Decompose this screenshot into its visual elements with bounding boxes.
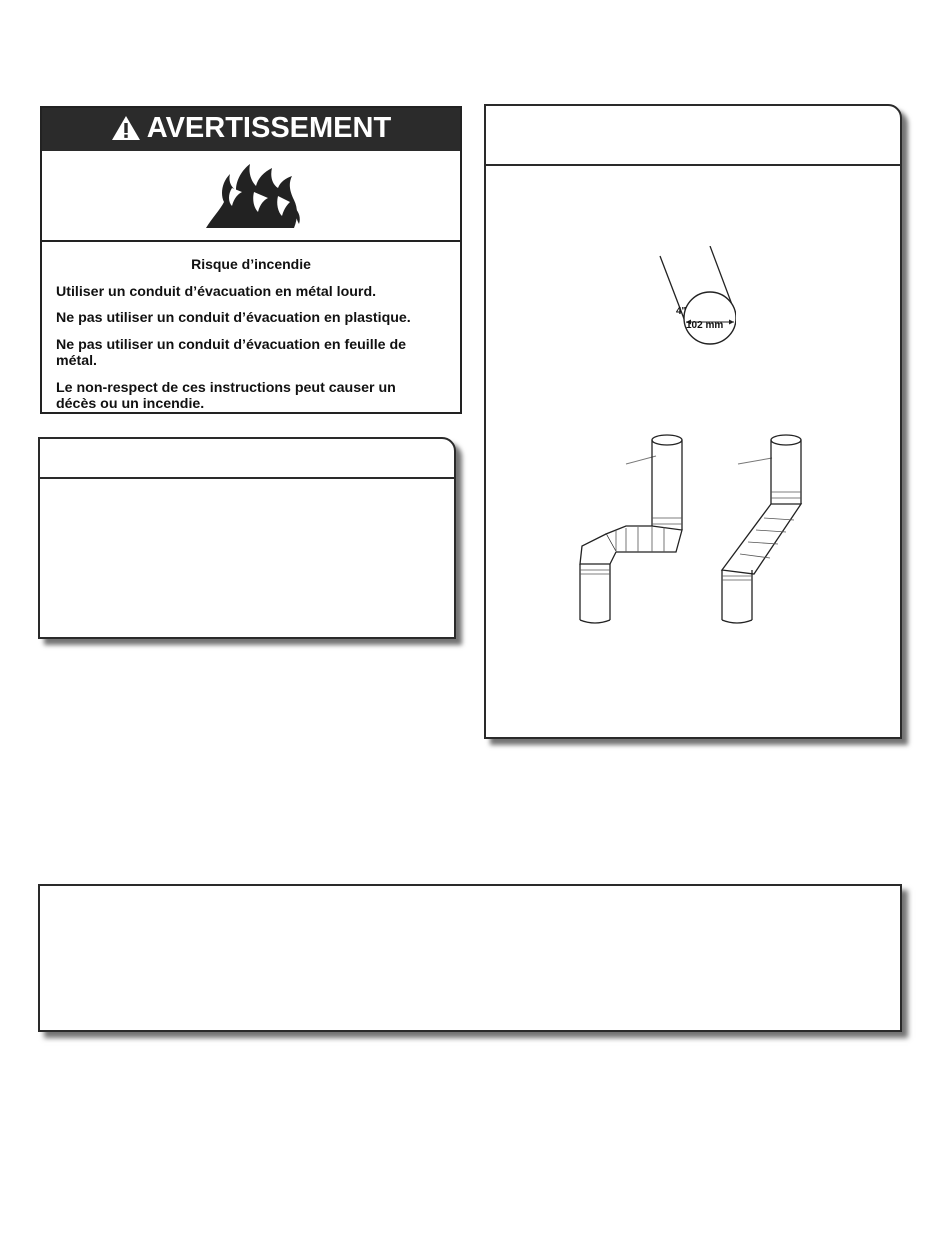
warning-box [40,106,462,414]
warning-line-consequence: Le non-respect de ces instructions peut causer un décès ou un incendie. [56,379,396,412]
info-box-right [484,104,902,739]
warning-title: Risque d’incendie [191,256,311,272]
warning-header [42,108,460,151]
warning-line-plastic: Ne pas utiliser un conduit d’évacuation en plastique. [56,310,411,326]
fire-icon [202,158,302,230]
info-box-left [38,437,456,639]
warning-text [42,242,460,412]
warning-line-metal: Utiliser un conduit d’évacuation en métal lourd. [56,283,377,300]
duct-size-mm: 102 mm [686,320,724,331]
warning-header-text: AVERTISSEMENT [146,111,392,144]
duct-diameter-diagram [636,246,736,356]
offset-elbow-left-diagram [576,434,696,624]
warning-line-foil: Ne pas utiliser un conduit d’évacuation en feuille de métal. [56,336,407,369]
warning-triangle-icon [111,115,141,141]
offset-elbow-right-diagram [716,434,816,624]
duct-size-inches: 4" [676,306,687,317]
info-box-bottom [38,884,902,1032]
info-box-left-header [40,439,454,479]
info-box-right-header [486,106,900,166]
warning-icon-area [42,148,460,242]
